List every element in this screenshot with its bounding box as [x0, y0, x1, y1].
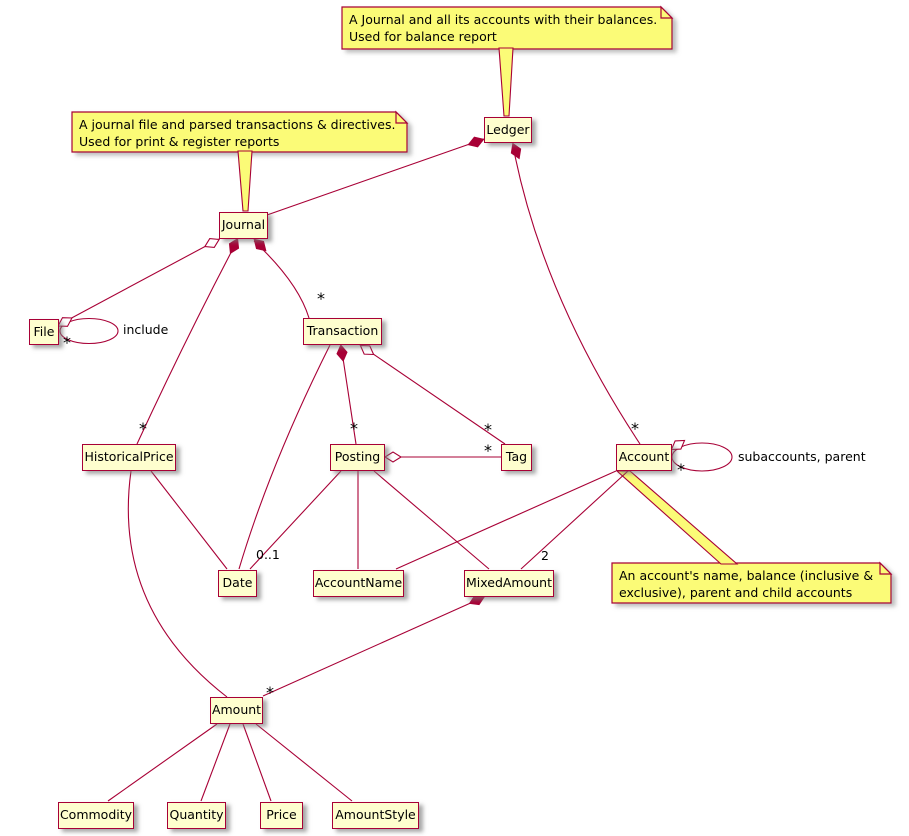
edge-amount-price	[243, 724, 271, 801]
label-subaccounts-parent: subaccounts, parent	[738, 449, 866, 464]
edge-amount-commodity	[108, 724, 217, 801]
class-amountstyle: AmountStyle	[332, 802, 419, 829]
edge-account-mixedamount	[521, 471, 628, 569]
class-file: File	[29, 319, 59, 345]
journal-note-pointer	[238, 151, 252, 211]
edge-amount-amountstyle	[256, 724, 352, 801]
label-include: include	[123, 322, 169, 337]
class-journal: Journal	[219, 212, 268, 239]
journal-note-line-2: Used for print & register reports	[79, 134, 280, 149]
journal-note-fold-corner	[396, 112, 407, 123]
edge-historicalprice-date	[151, 471, 227, 569]
account-note-line-2: exclusive), parent and child accounts	[619, 585, 853, 600]
label-amount-mult: *	[266, 683, 274, 702]
diamond-posting-tag-aggregation	[385, 452, 401, 462]
account-note-line-1: An account's name, balance (inclusive &	[619, 568, 874, 583]
class-accountname: AccountName	[313, 570, 404, 597]
diamond-ledger-journal-composition	[467, 135, 485, 150]
edge-account-accountname	[396, 471, 616, 569]
diamond-ledger-account-composition	[508, 142, 523, 161]
class-commodity: Commodity	[58, 802, 134, 829]
label-account-loop-mult: *	[677, 460, 685, 479]
edge-amount-quantity	[201, 724, 230, 801]
label-transaction-mult: *	[317, 289, 325, 308]
class-transaction: Transaction	[303, 318, 382, 345]
label-posting-date-mult: 0..1	[256, 547, 280, 562]
edge-transaction-date	[239, 345, 330, 569]
class-amount: Amount	[210, 697, 263, 724]
class-posting: Posting	[330, 444, 385, 471]
class-price: Price	[260, 802, 303, 829]
edge-mixedamount-amount	[263, 597, 484, 696]
account-note-pointer	[617, 471, 737, 564]
ledger-note-line-1: A Journal and all its accounts with their balances.	[349, 12, 658, 27]
edge-journal-historicalprice	[137, 243, 236, 444]
class-date: Date	[218, 570, 257, 597]
class-ledger: Ledger	[484, 117, 532, 143]
ledger-note-fold-corner	[661, 7, 672, 18]
edge-ledger-account	[515, 156, 640, 444]
class-quantity: Quantity	[167, 802, 226, 829]
class-mixedamount: MixedAmount	[464, 570, 554, 597]
label-tag-mult-left: *	[484, 441, 492, 460]
edge-posting-mixedamount	[374, 471, 489, 569]
label-historicalprice-mult: *	[139, 419, 147, 438]
diamond-journal-historicalprice-composition	[226, 237, 242, 256]
class-account: Account	[616, 444, 672, 471]
class-historicalprice: HistoricalPrice	[82, 444, 176, 471]
edge-journal-transaction	[254, 241, 309, 318]
journal-note-line-1: A journal file and parsed transactions & directives.	[79, 117, 396, 132]
label-posting-mult: *	[350, 419, 358, 438]
label-account-mult: *	[631, 419, 639, 438]
ledger-note-line-2: Used for balance report	[349, 29, 497, 44]
account-note-fold-corner	[880, 563, 891, 574]
edge-journal-file	[66, 239, 219, 321]
class-tag: Tag	[501, 444, 532, 471]
label-file-loop-mult: *	[63, 333, 71, 352]
diamond-transaction-posting-composition	[336, 344, 348, 361]
label-account-mixed-mult: 2	[541, 548, 549, 563]
label-tag-mult-top: *	[484, 420, 492, 439]
ledger-note-pointer	[499, 48, 513, 116]
